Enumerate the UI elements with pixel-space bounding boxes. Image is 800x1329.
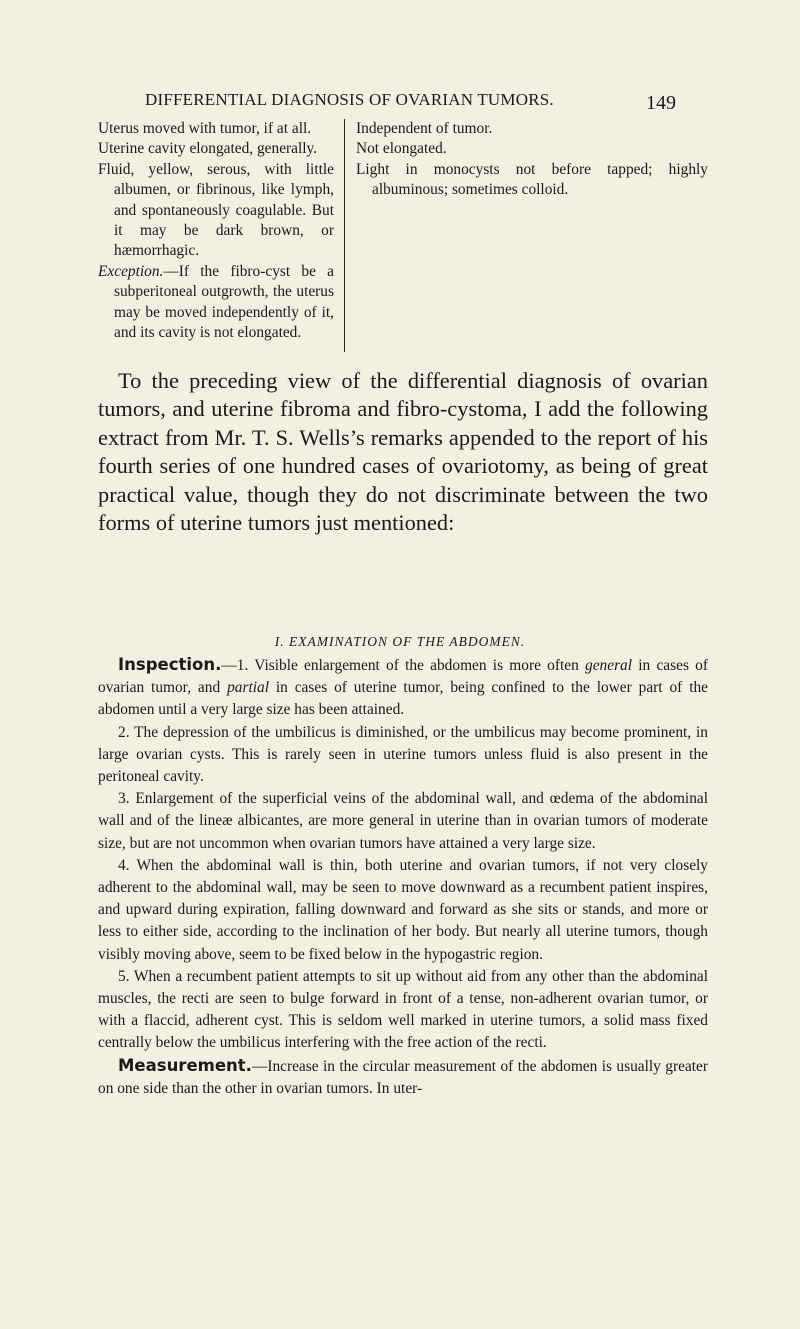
table-column-fibrocystic [98, 119, 334, 343]
emphasis-partial: partial [227, 679, 269, 697]
table-row: Light in monocysts not before tapped; highly albuminous; sometimes colloid. [356, 160, 708, 199]
text-run: —Increase in the circular measurement of the abdomen is usually greater on one side than the other in ovarian tumors. In uter- [98, 1057, 708, 1097]
running-head [0, 90, 800, 120]
table-row-exception [98, 262, 334, 344]
paragraph-inspection-1 [98, 654, 708, 722]
paragraph-3: 3. Enlargement of the superficial veins of the abdominal wall, and œdema of the abdominal wall and of the lineæ albicantes, are more general in uterine than in ovarian tumors of moderate size, but are not uncommon when ovarian tumors have attained a very large size. [98, 790, 708, 852]
table-row: Not elongated. [356, 140, 447, 158]
examination-text [98, 654, 708, 1100]
lead-paragraph: To the preceding view of the differential diagnosis of ovarian tumors, and uterine fibroma and fibro-cystoma, I add the following extract from Mr. T. S. Wells’s remarks appended to the report of his fourth series of one hundred cases of ovariotomy, as being of great practical value, though they do not discriminate between the two forms of uterine tumors just mentioned: [98, 368, 708, 536]
table-row: Fluid, yellow, serous, with little albumen, or fibrinous, like lymph, and spontaneously coagulable. But it may be dark brown, or hæmorrhagic. [98, 160, 334, 260]
page-number: 149 [646, 92, 676, 114]
text-run: —1. Visible enlargement of the abdomen is more often [221, 657, 586, 674]
table-row: Uterine cavity elongated, generally. [98, 140, 318, 158]
exception-label: Exception. [98, 262, 164, 280]
inspection-heading: Inspection. [118, 655, 222, 674]
table-column-ovarian [356, 119, 708, 201]
section-heading: I. EXAMINATION OF THE ABDOMEN. [274, 634, 526, 649]
table-row: Uterus moved with tumor, if at all. [98, 120, 312, 137]
measurement-heading: Measurement. [118, 1055, 252, 1075]
text-run: in cases of ovarian tumor, and [98, 657, 708, 697]
table-row: Independent of tumor. [356, 120, 493, 137]
emphasis-general: general [585, 657, 633, 674]
column-divider [344, 119, 345, 352]
paragraph-2: 2. The depression of the umbilicus is diminished, or the umbilicus may become prominent, in large ovarian cysts. This is rarely seen in uterine tumors unless fluid is also present in the peritoneal cavity. [98, 723, 708, 786]
paragraph-measurement [98, 1055, 708, 1100]
comparison-table [98, 119, 708, 352]
paragraph-4: 4. When the abdominal wall is thin, both uterine and ovarian tumors, if not very closely adherent to the abdominal wall, may be seen to move downward as a recumbent patient inspires, and upward during expiration, falling downward and forward as she sits or stands, and more or less to either side, according to the inclination of her body. But nearly all uterine tumors, though visibly moving above, seem to be fixed below in the hypogastric region. [98, 856, 708, 963]
exception-text: —If the fibro-cyst be a subperitoneal outgrowth, the uterus may be moved independently of it, and its cavity is not elongated. [114, 262, 334, 342]
paragraph-5: 5. When a recumbent patient attempts to sit up without aid from any other than the abdominal muscles, the recti are seen to bulge forward in front of a tense, non-adherent ovarian tumor, or with a flaccid, adherent cyst. This is seldom well marked in uterine tumors, a solid mass fixed centrally below the umbilicus interfering with the free action of the recti. [98, 967, 708, 1052]
text-run: in cases of uterine tumor, being confined to the lower part of the abdomen until a very large size has been attained. [98, 679, 708, 719]
running-title: DIFFERENTIAL DIAGNOSIS OF OVARIAN TUMORS. [145, 90, 554, 109]
